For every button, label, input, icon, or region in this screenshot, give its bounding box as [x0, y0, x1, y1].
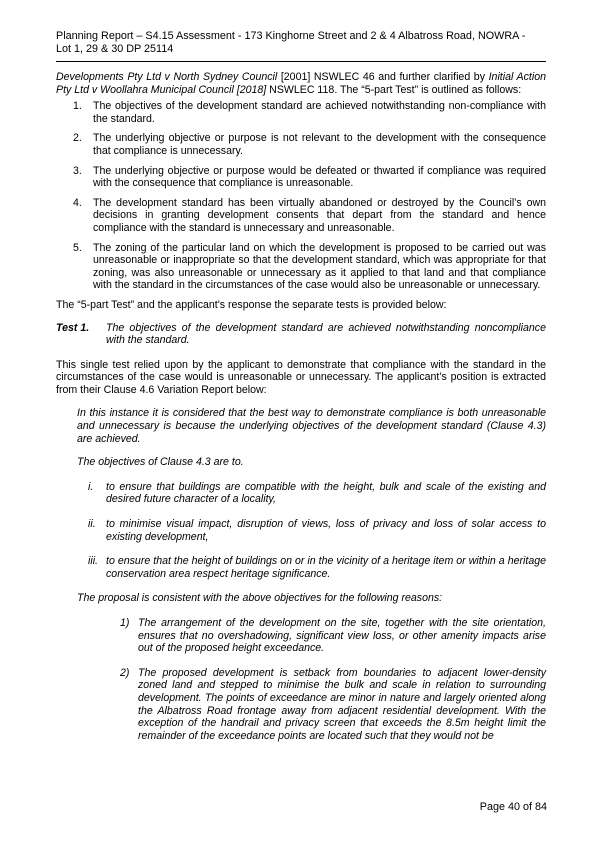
header-line-1: Planning Report – S4.15 Assessment - 173 Kinghorne Street and 2 & 4 Albatross Road, NOWRA -	[56, 30, 526, 42]
list-item-text: The underlying objective or purpose is not relevant to the development with the consequence that compliance is unnecessary.	[93, 132, 546, 157]
intro-paragraph	[56, 71, 546, 96]
list-item-number: 5.	[73, 241, 82, 254]
list-item-text: The proposed development is setback from boundaries to adjacent lower-density zoned land and stepped to minimise the bulk and scale in relation to surrounding development. The points of exceedance are minor in nature and largely oriented along the Albatross Road frontage away from adjacent residential development. With the exception of the handrail and privacy screen that exceeds the 8.5m height limit the remainder of the exceedance points are located such that they would not be	[138, 666, 546, 742]
list-item-number: 4.	[73, 196, 82, 209]
list-item	[56, 242, 546, 292]
list-item-text: The arrangement of the development on the site, together with the site orientation, ensures that no overshadowing, significant view loss, or other amenity impacts arise out of the proposed height exceedance.	[138, 617, 546, 655]
list-item-number: ii.	[88, 518, 96, 531]
list-item-text: to ensure that buildings are compatible with the height, bulk and scale of the existing and desired future character of a locality,	[106, 480, 546, 506]
list-item	[120, 617, 546, 655]
list-item-text: to minimise visual impact, disruption of views, loss of privacy and loss of solar access to existing development,	[106, 518, 546, 543]
page-header	[56, 30, 546, 56]
case-citation-1: Developments Pty Ltd v North Sydney Council	[56, 71, 278, 83]
list-item	[88, 518, 546, 543]
list-item-number: 2)	[120, 666, 130, 679]
intro-text-1: [2001] NSWLEC 46 and further clarified by	[277, 71, 489, 83]
list-item	[56, 197, 546, 235]
page-number: Page 40 of 84	[479, 801, 547, 813]
list-item	[88, 555, 546, 580]
test-1-text: The objectives of the development standard are achieved notwithstanding noncompliance with the standard.	[106, 321, 546, 347]
header-line-2: Lot 1, 29 & 30 DP 25114	[56, 43, 174, 55]
list-item-number: 2.	[73, 132, 82, 145]
single-test-paragraph: This single test relied upon by the applicant to demonstrate that compliance with the standard in the circumstances of the case would is unreasonable or unnecessary. The applicant’s position is extracted from their Clause 4.6 Variation Report below:	[56, 358, 546, 396]
list-item-number: 3.	[73, 164, 82, 177]
quote-paragraph-1: In this instance it is considered that the best way to demonstrate compliance is both unreasonable and unnecessary is because the underlying objectives of the development standard (Clause 4.3) are achieved.	[77, 407, 546, 445]
reasons-list	[120, 617, 546, 742]
list-item-number: iii.	[88, 555, 99, 568]
list-item-text: The development standard has been virtually abandoned or destroyed by the Council’s own decisions in granting development consents that depart from the standard and hence compliance with the standard is unnecessary and unreasonable.	[93, 196, 546, 234]
page-body	[56, 71, 546, 742]
after-tests-paragraph: The “5-part Test” and the applicant's response the separate tests is provided below:	[56, 298, 447, 311]
case-citation-2: Initial Action Pty Ltd v Woollahra Municipal Council [2018]	[56, 71, 546, 96]
list-item	[56, 165, 546, 190]
list-item-text: The objectives of the development standard are achieved notwithstanding non-compliance with the standard.	[93, 100, 546, 125]
test-1-label: Test 1.	[56, 321, 90, 334]
header-rule	[56, 61, 546, 62]
quote-paragraph-3: The proposal is consistent with the above objectives for the following reasons:	[77, 592, 443, 605]
list-item-number: 1.	[73, 100, 82, 113]
list-item-text: The zoning of the particular land on which the development is proposed to be carried out was unreasonable or inappropriate so that the development standard, which was appropriate for that zoning, was also unreasonable or unnecessary as it applied to that land and that compliance with the standard in the circumstances of the case would also be unreasonable or unnecessary.	[93, 241, 546, 292]
applicant-quote-continued	[77, 592, 546, 605]
list-item-number: 1)	[120, 617, 130, 629]
clause-objectives-list	[88, 481, 546, 581]
list-item	[120, 667, 546, 743]
test-1-heading	[56, 322, 546, 347]
five-part-test-list	[56, 100, 546, 292]
list-item-text: The underlying objective or purpose would be defeated or thwarted if compliance was required with the consequence that compliance is unreasonable.	[93, 164, 546, 190]
quote-paragraph-2: The objectives of Clause 4.3 are to.	[77, 456, 244, 469]
applicant-quote	[77, 407, 546, 468]
list-item	[56, 132, 546, 157]
list-item	[56, 100, 546, 125]
intro-text-2: NSWLEC 118. The “5-part Test” is outlined as follows:	[266, 83, 522, 96]
list-item	[88, 481, 546, 506]
list-item-number: i.	[88, 480, 94, 493]
list-item-text: to ensure that the height of buildings on or in the vicinity of a heritage item or within a heritage conservation area respect heritage significance.	[106, 555, 546, 580]
